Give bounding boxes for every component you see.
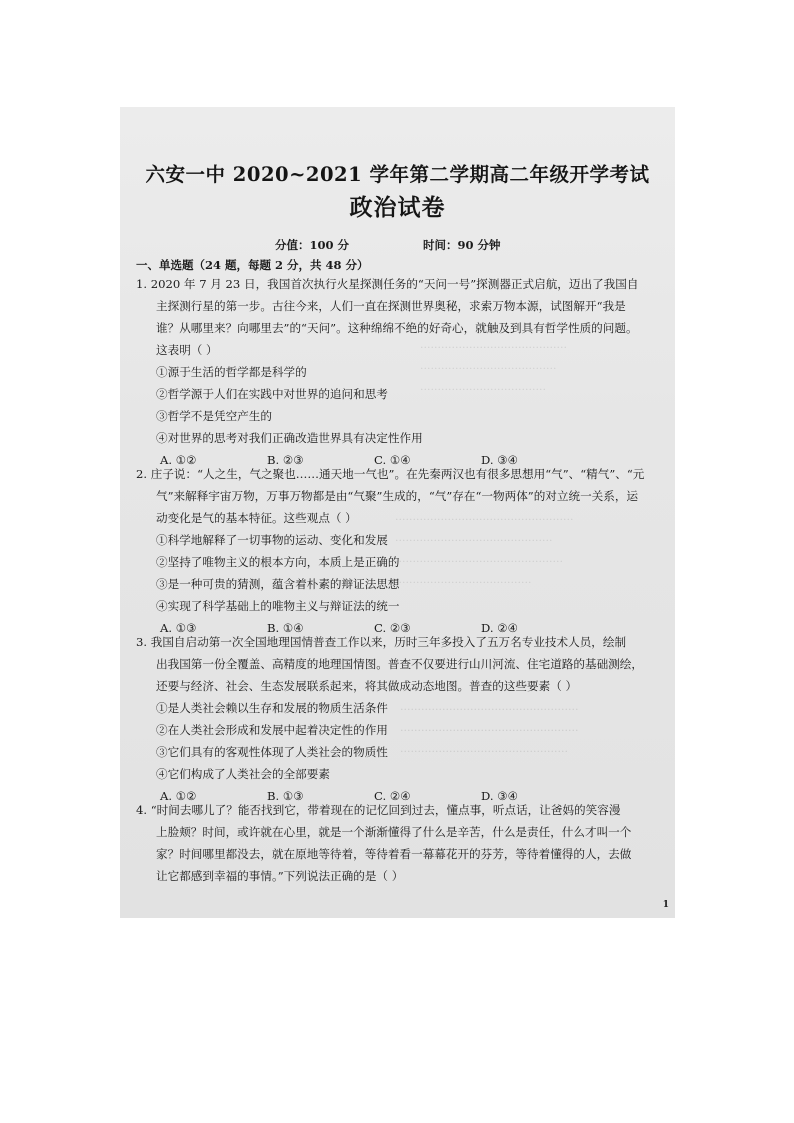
option-b: B. ①④: [267, 621, 304, 635]
question-stem-line: 这表明（ ）: [156, 343, 218, 357]
question-stem-line: 上脸颊？时间，或许就在心里，就是一个渐渐懂得了什么是辛苦，什么是责任，什么才叫一个: [156, 825, 632, 839]
question-stem-line: 主探测行星的第一步。古往今来，人们一直在探测世界奥秘，求索万物本源，试图解开“我是: [156, 299, 626, 313]
option-a: A. ①③: [160, 621, 197, 635]
option-d: D. ②④: [481, 621, 519, 635]
question-stem-line: 让它都感到幸福的事情。”下列说法正确的是（ ）: [156, 869, 404, 883]
question-stem-line: 出我国第一份全覆盖、高精度的地理国情图。普查不仅要进行山川河流、住宅道路的基础测绘，: [156, 657, 643, 671]
option-a: A. ①②: [160, 453, 197, 467]
option-d: D. ③④: [481, 453, 519, 467]
statement: ④它们构成了人类社会的全部要素: [156, 767, 330, 781]
option-c: C. ②③: [374, 621, 411, 635]
question-stem-line: 4. “时间去哪儿了？能否找到它，带着现在的记忆回到过去，懂点事，听点话，让爸妈的笑容漫: [136, 803, 621, 817]
exam-title: 六安一中 2020~2021 学年第二学期高二年级开学考试: [145, 163, 650, 186]
bleed-through-text: …………………………………………… ……………………………………… ………………………………………… …………………………………: [395, 511, 574, 586]
option-b: B. ①③: [267, 789, 304, 803]
exam-subject-title: 政治试卷: [349, 194, 446, 221]
statement: ④对世界的思考对我们正确改造世界具有决定性作用: [156, 431, 423, 445]
option-d: D. ③④: [481, 789, 519, 803]
score-label: 分值：100 分: [275, 238, 350, 252]
time-label: 时间：90 分钟: [423, 238, 501, 252]
question-2: [136, 463, 666, 639]
statement: ③它们具有的客观性体现了人类社会的物质性: [156, 745, 388, 759]
option-a: A. ①②: [160, 789, 197, 803]
option-c: C. ①④: [374, 453, 411, 467]
question-stem-line: 气”来解释宇宙万物，万事万物都是由“气聚”生成的，“气”存在“一物两体”的对立统一关系，运: [156, 489, 639, 503]
question-stem-line: 动变化是气的基本特征。这些观点（ ）: [156, 511, 357, 525]
statement: ①源于生活的哲学都是科学的: [156, 365, 307, 379]
exam-meta: [275, 237, 501, 253]
question-stem-line: 家？时间哪里都没去，就在原地等待着，等待着看一幕幕花开的芬芳，等待着懂得的人，去做: [156, 847, 632, 861]
option-c: C. ②④: [374, 789, 411, 803]
statement: ②在人类社会形成和发展中起着决定性的作用: [156, 723, 388, 737]
section-heading: 一、单选题（24 题，每题 2 分，共 48 分）: [136, 258, 369, 272]
statement: ③哲学不是凭空产生的: [156, 409, 272, 423]
statement: ③是一种可贵的猜测，蕴含着朴素的辩证法思想: [156, 577, 400, 591]
option-b: B. ②③: [267, 453, 304, 467]
question-stem-line: 还要与经济、社会、生态发展联系起来，将其做成动态地图。普查的这些要素（ ）: [156, 679, 578, 693]
question-3: [136, 631, 666, 807]
question-1: [136, 273, 666, 471]
statement: ②坚持了唯物主义的根本方向，本质上是正确的: [156, 555, 400, 569]
statement: ①是人类社会赖以生存和发展的物质生活条件: [156, 701, 388, 715]
statement: ①科学地解释了一切事物的运动、变化和发展: [156, 533, 388, 547]
question-stem-line: 2. 庄子说：“人之生，气之聚也……通天地一气也”。在先秦两汉也有很多思想用“气”、“精气”、“元: [136, 467, 645, 481]
statement: ④实现了科学基础上的唯物主义与辩证法的统一: [156, 599, 400, 613]
question-4: [136, 799, 666, 887]
statement: ②哲学源于人们在实践中对世界的追问和思考: [156, 387, 388, 401]
page-number: 1: [662, 900, 669, 910]
photographed-exam-page: [120, 107, 675, 918]
question-stem-line: 谁？从哪里来？向哪里去”的“天问”。这种绵绵不绝的好奇心，就触及到具有哲学性质的问题。: [156, 321, 638, 335]
question-stem-line: 3. 我国自启动第一次全国地理国情普查工作以来，历时三年多投入了五万名专业技术人员，绘制: [136, 635, 627, 649]
bleed-through-text: …………………………………… ………………………………… ………………………………: [420, 339, 567, 393]
question-stem-line: 1. 2020 年 7 月 23 日，我国首次执行火星探测任务的“天问一号”探测器正式启航，迈出了我国自: [136, 277, 639, 291]
bleed-through-text: …………………………………………… …………………………………………… …………………………………………: [400, 701, 579, 755]
